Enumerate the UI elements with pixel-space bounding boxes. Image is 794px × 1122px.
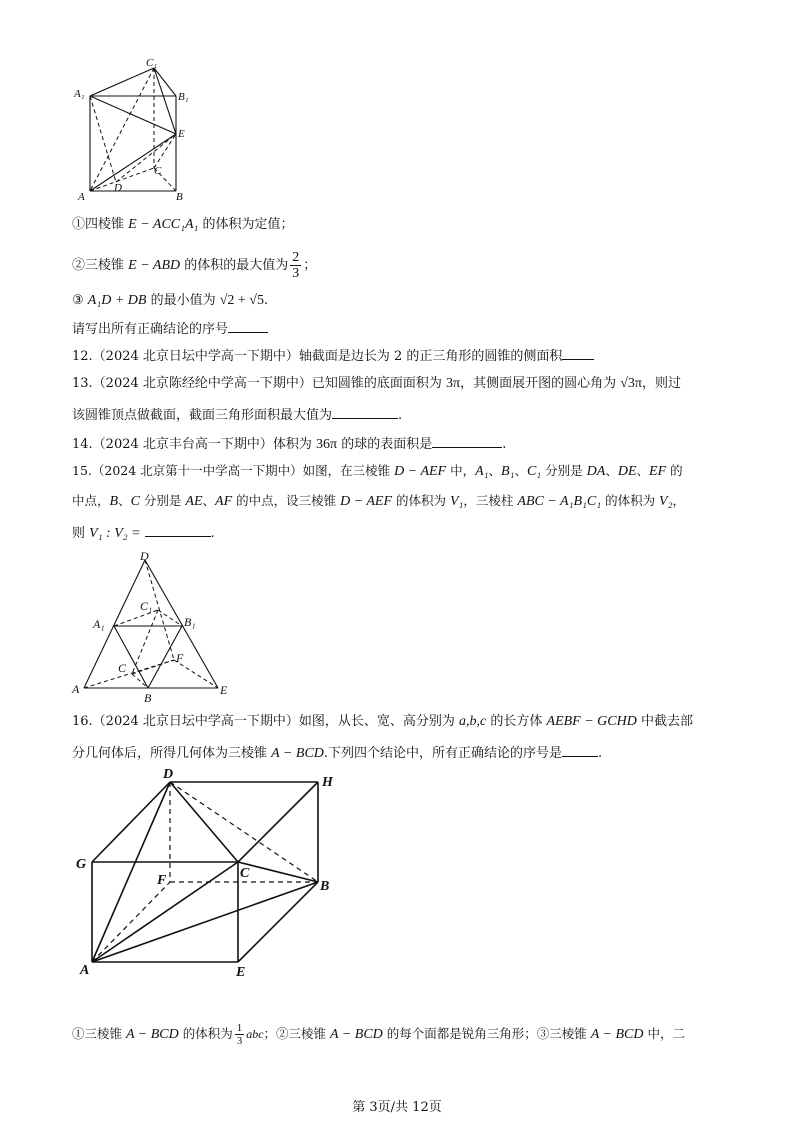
fig1-label-c1: C₁ [146,57,158,69]
question-15-line2: 中点，B、C 分别是 AE、AF 的中点，设三棱锥 D − AEF 的体积为 V₁，三棱柱 ABC − A₁B₁C₁ 的体积为 V₂， [72,493,685,509]
question-14: 14.（2024 北京丰台高一下期中）体积为 36π 的球的表面积是 . [72,434,506,454]
fig2-label-d: D [140,549,149,563]
fig3-label-d: D [163,767,174,782]
fig1-label-b1: B₁ [178,91,189,103]
fig1-label-c: C [154,165,162,177]
fig1-label-e: E [178,128,185,140]
fig2-label-c: C [118,661,127,675]
answer-blank-12[interactable] [562,346,594,360]
figure-cuboid [70,764,350,980]
question-13-line2: 该圆锥顶点做截面，截面三角形面积最大值为 . [72,405,402,425]
page-footer: 第 3页/共 12页 [352,1100,442,1115]
claim-2: ②三棱锥 E − ABD 的体积的最大值为 $\frac{2}{3}$ ； [72,250,317,281]
fig1-label-d: D [114,182,122,194]
fig3-label-f: F [157,873,167,888]
fig2-label-a: A [72,682,80,696]
fig3-label-c: C [240,866,250,881]
figure-prism [70,56,200,204]
question-16-line1: 16.（2024 北京日坛中学高一下期中）如图，从长、宽、高分别为 a,b,c 的长方体 AEBF − GCHD 中截去部 [72,714,693,729]
fig1-label-a: A [78,191,85,203]
question-15-line3: 则 V₁ : V₂ = . [72,523,215,543]
fig2-label-e: E [220,683,228,697]
question-11-ask: 请写出所有正确结论的序号 [72,319,268,339]
fig3-label-b: B [320,879,330,894]
fig2-label-b: B [144,691,152,705]
answer-blank-11[interactable] [228,319,268,333]
question-16-claims: ①三棱锥 A − BCD 的体积为 $\frac{1}{3}$ abc；②三棱锥 A − BCD 的每个面都是锐角三角形；③三棱锥 A − BCD 中，二 [72,1022,685,1047]
question-13-line1: 13.（2024 北京陈经纶中学高一下期中）已知圆锥的底面面积为 3π，其侧面展开图的圆心角为 √3π，则过 [72,376,682,391]
fraction-two-thirds: $\frac{2}{3}$ [292,250,300,281]
fig3-label-h: H [322,775,333,790]
figure-tetrahedron [70,548,245,706]
question-16-line2: 分几何体后，所得几何体为三棱锥 A − BCD.下列四个结论中，所有正确结论的序号是 . [72,743,602,763]
question-15-line1: 15.（2024 北京第十一中学高一下期中）如图，在三棱锥 D − AEF 中，A₁、B₁、C₁ 分别是 DA、DE、EF 的 [72,463,683,479]
answer-blank-13[interactable] [332,405,398,419]
fig3-label-g: G [76,857,87,872]
claim-3: ③ A₁D + DB 的最小值为 √2 + √5. [72,293,269,308]
fig3-label-e: E [236,965,246,980]
fig3-label-a: A [80,963,90,978]
claim-1: ①四棱锥 E − ACC₁A₁ 的体积为定值； [72,217,294,232]
answer-blank-14[interactable] [432,434,502,448]
question-12: 12.（2024 北京日坛中学高一下期中）轴截面是边长为 2 的正三角形的圆锥的侧面积 [72,346,594,366]
fig2-label-a1: A₁ [93,617,105,631]
fraction-one-third: $\frac{1}{3}$ [236,1022,243,1047]
fig2-label-c1: C₁ [140,599,153,613]
answer-blank-15[interactable] [145,523,211,537]
fig2-label-b1: B₁ [184,615,196,629]
answer-blank-16[interactable] [562,743,598,757]
fig2-label-f: F [176,651,184,665]
fig1-label-a1: A₁ [74,88,85,100]
fig1-label-b: B [176,191,183,203]
